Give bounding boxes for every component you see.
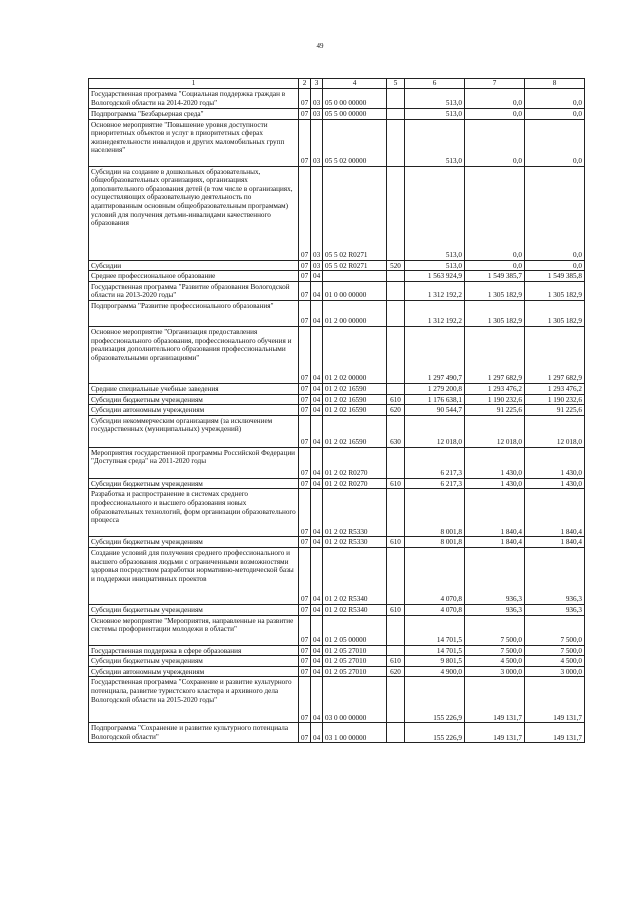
expense-type-code <box>387 615 405 645</box>
table-row <box>89 166 585 260</box>
amount-year-3: 4 500,0 <box>525 656 585 667</box>
subsection-code: 04 <box>311 281 323 300</box>
row-name: Государственная поддержка в сфере образования <box>89 645 299 656</box>
row-name: Подпрограмма "Сохранение и развитие культурного потенциала Вологодской области" <box>89 723 299 743</box>
table-row <box>89 326 585 383</box>
amount-year-2: 1 293 476,2 <box>465 383 525 394</box>
expense-type-code <box>387 166 405 260</box>
subsection-code: 04 <box>311 537 323 548</box>
amount-year-2: 149 131,7 <box>465 677 525 723</box>
table-row <box>89 723 585 743</box>
subsection-code: 03 <box>311 109 323 120</box>
section-code: 07 <box>299 394 311 405</box>
section-code: 07 <box>299 89 311 109</box>
table-row <box>89 537 585 548</box>
column-header: 5 <box>387 79 405 89</box>
target-article-code: 01 2 05 27010 <box>323 656 387 667</box>
amount-year-3: 91 225,6 <box>525 405 585 416</box>
table-row <box>89 547 585 604</box>
amount-year-2: 936,3 <box>465 547 525 604</box>
target-article-code: 01 2 02 16590 <box>323 405 387 416</box>
subsection-code: 04 <box>311 489 323 537</box>
subsection-code: 03 <box>311 260 323 271</box>
row-name: Основное мероприятие "Организация предоставления профессионального образования, профессионального обучения и реализация дополнительного образования профессиональными образовательными организациями" <box>89 326 299 383</box>
table-row <box>89 415 585 447</box>
subsection-code: 04 <box>311 415 323 447</box>
subsection-code: 04 <box>311 604 323 615</box>
amount-year-2: 12 018,0 <box>465 415 525 447</box>
amount-year-1: 513,0 <box>405 89 465 109</box>
amount-year-2: 7 500,0 <box>465 645 525 656</box>
expense-type-code: 620 <box>387 405 405 416</box>
row-name: Субсидии на создание в дошкольных образовательных, общеобразовательных организациях, организациях дополнительного образования детей (в том числе в организациях, осуществляющих образовательную деятельность по адаптированным основным общеобразовательным программам) условий для получения детьми-инвалидами качественного образования <box>89 166 299 260</box>
subsection-code: 04 <box>311 645 323 656</box>
amount-year-3: 12 018,0 <box>525 415 585 447</box>
target-article-code: 01 2 02 R5340 <box>323 547 387 604</box>
column-header: 4 <box>323 79 387 89</box>
row-name: Создание условий для получения среднего профессионального и высшего образования людьми с ограниченными возможностями здоровья посредством разработки нормативно-методической базы и поддержки инициативных проектов <box>89 547 299 604</box>
target-article-code: 05 5 02 R0271 <box>323 260 387 271</box>
amount-year-3: 936,3 <box>525 604 585 615</box>
amount-year-2: 7 500,0 <box>465 615 525 645</box>
table-row <box>89 383 585 394</box>
row-name: Разработка и распространение в системах среднего профессионального и высшего образования новых образовательных технологий, форм организации образовательного процесса <box>89 489 299 537</box>
amount-year-2: 149 131,7 <box>465 723 525 743</box>
column-header: 2 <box>299 79 311 89</box>
amount-year-1: 14 701,5 <box>405 645 465 656</box>
expense-type-code <box>387 645 405 656</box>
table-row <box>89 615 585 645</box>
row-name: Мероприятия государственной программы Российской Федерации "Доступная среда" на 2011-2020 годы <box>89 447 299 478</box>
row-name: Основное мероприятие "Мероприятия, направленные на развитие системы профориентации молодежи в области" <box>89 615 299 645</box>
target-article-code: 01 0 00 00000 <box>323 281 387 300</box>
amount-year-1: 4 070,8 <box>405 547 465 604</box>
section-code: 07 <box>299 166 311 260</box>
table-row <box>89 666 585 677</box>
target-article-code: 01 2 02 00000 <box>323 326 387 383</box>
row-name: Субсидии бюджетным учреждениям <box>89 656 299 667</box>
table-row <box>89 645 585 656</box>
amount-year-3: 1 840,4 <box>525 537 585 548</box>
expense-type-code <box>387 447 405 478</box>
section-code: 07 <box>299 604 311 615</box>
target-article-code: 03 1 00 00000 <box>323 723 387 743</box>
row-name: Субсидии бюджетным учреждениям <box>89 478 299 489</box>
section-code: 07 <box>299 447 311 478</box>
target-article-code: 05 0 00 00000 <box>323 89 387 109</box>
amount-year-1: 1 312 192,2 <box>405 300 465 326</box>
row-name: Подпрограмма "Безбарьерная среда" <box>89 109 299 120</box>
subsection-code: 03 <box>311 166 323 260</box>
row-name: Государственная программа "Сохранение и развитие культурного потенциала, развитие туристского кластера и архивного дела Вологодской области на 2015-2020 годы" <box>89 677 299 723</box>
section-code: 07 <box>299 326 311 383</box>
amount-year-2: 0,0 <box>465 109 525 120</box>
row-name: Субсидии бюджетным учреждениям <box>89 537 299 548</box>
row-name: Субсидии бюджетным учреждениям <box>89 394 299 405</box>
amount-year-3: 1 549 385,8 <box>525 271 585 282</box>
amount-year-1: 4 070,8 <box>405 604 465 615</box>
table-row <box>89 119 585 166</box>
page-number: 49 <box>316 42 324 50</box>
target-article-code: 01 2 05 27010 <box>323 645 387 656</box>
amount-year-1: 513,0 <box>405 260 465 271</box>
target-article-code: 01 2 02 16590 <box>323 415 387 447</box>
amount-year-3: 0,0 <box>525 89 585 109</box>
subsection-code: 04 <box>311 656 323 667</box>
expense-type-code <box>387 281 405 300</box>
amount-year-3: 7 500,0 <box>525 615 585 645</box>
row-name: Субсидии бюджетным учреждениям <box>89 604 299 615</box>
expense-type-code <box>387 271 405 282</box>
section-code: 07 <box>299 478 311 489</box>
expense-type-code <box>387 109 405 120</box>
amount-year-3: 1 840,4 <box>525 489 585 537</box>
subsection-code: 04 <box>311 300 323 326</box>
target-article-code: 05 5 02 R0271 <box>323 166 387 260</box>
amount-year-1: 513,0 <box>405 166 465 260</box>
expense-type-code <box>387 723 405 743</box>
expense-type-code: 610 <box>387 394 405 405</box>
section-code: 07 <box>299 260 311 271</box>
table-row <box>89 89 585 109</box>
section-code: 07 <box>299 489 311 537</box>
amount-year-1: 12 018,0 <box>405 415 465 447</box>
target-article-code: 05 5 02 00000 <box>323 119 387 166</box>
amount-year-1: 1 279 200,8 <box>405 383 465 394</box>
amount-year-1: 8 001,8 <box>405 489 465 537</box>
subsection-code: 04 <box>311 677 323 723</box>
subsection-code: 04 <box>311 271 323 282</box>
expense-type-code <box>387 326 405 383</box>
column-header: 3 <box>311 79 323 89</box>
amount-year-1: 6 217,3 <box>405 478 465 489</box>
amount-year-1: 90 544,7 <box>405 405 465 416</box>
section-code: 07 <box>299 656 311 667</box>
amount-year-3: 0,0 <box>525 166 585 260</box>
amount-year-3: 149 131,7 <box>525 723 585 743</box>
amount-year-1: 155 226,9 <box>405 677 465 723</box>
row-name: Государственная программа "Развитие образования Вологодской области на 2013-2020 годы" <box>89 281 299 300</box>
row-name: Государственная программа "Социальная поддержка граждан в Вологодской области на 2014-2020 годы" <box>89 89 299 109</box>
amount-year-2: 1 430,0 <box>465 447 525 478</box>
table-row <box>89 260 585 271</box>
table-row <box>89 109 585 120</box>
column-number-row <box>89 79 585 89</box>
amount-year-2: 0,0 <box>465 166 525 260</box>
column-header: 8 <box>525 79 585 89</box>
column-header: 1 <box>89 79 299 89</box>
row-name: Основное мероприятие "Повышение уровня доступности приоритетных объектов и услуг в приоритетных сферах жизнедеятельности инвалидов и других маломобильных групп населения" <box>89 119 299 166</box>
amount-year-1: 1 312 192,2 <box>405 281 465 300</box>
table-row <box>89 300 585 326</box>
section-code: 07 <box>299 547 311 604</box>
table-row <box>89 394 585 405</box>
amount-year-1: 8 001,8 <box>405 537 465 548</box>
table-row <box>89 677 585 723</box>
section-code: 07 <box>299 405 311 416</box>
target-article-code <box>323 271 387 282</box>
section-code: 07 <box>299 666 311 677</box>
amount-year-2: 0,0 <box>465 89 525 109</box>
amount-year-2: 91 225,6 <box>465 405 525 416</box>
expense-type-code: 620 <box>387 666 405 677</box>
subsection-code: 03 <box>311 89 323 109</box>
section-code: 07 <box>299 119 311 166</box>
section-code: 07 <box>299 109 311 120</box>
section-code: 07 <box>299 281 311 300</box>
table-row <box>89 604 585 615</box>
amount-year-2: 3 000,0 <box>465 666 525 677</box>
column-header: 6 <box>405 79 465 89</box>
amount-year-3: 936,3 <box>525 547 585 604</box>
subsection-code: 03 <box>311 119 323 166</box>
amount-year-2: 1 840,4 <box>465 537 525 548</box>
amount-year-3: 1 305 182,9 <box>525 281 585 300</box>
amount-year-2: 1 297 682,9 <box>465 326 525 383</box>
amount-year-2: 0,0 <box>465 119 525 166</box>
amount-year-2: 1 430,0 <box>465 478 525 489</box>
target-article-code: 01 2 02 R5330 <box>323 537 387 548</box>
amount-year-3: 0,0 <box>525 109 585 120</box>
row-name: Подпрограмма "Развитие профессионального образования" <box>89 300 299 326</box>
subsection-code: 04 <box>311 394 323 405</box>
amount-year-1: 14 701,5 <box>405 615 465 645</box>
table-row <box>89 478 585 489</box>
section-code: 07 <box>299 615 311 645</box>
amount-year-2: 0,0 <box>465 260 525 271</box>
amount-year-1: 513,0 <box>405 119 465 166</box>
amount-year-2: 1 305 182,9 <box>465 300 525 326</box>
amount-year-3: 0,0 <box>525 119 585 166</box>
subsection-code: 04 <box>311 547 323 604</box>
row-name: Среднее профессиональное образование <box>89 271 299 282</box>
amount-year-3: 1 305 182,9 <box>525 300 585 326</box>
target-article-code: 01 2 02 R0270 <box>323 447 387 478</box>
expense-type-code <box>387 119 405 166</box>
amount-year-2: 1 549 385,7 <box>465 271 525 282</box>
target-article-code: 01 2 05 27010 <box>323 666 387 677</box>
expense-type-code: 610 <box>387 537 405 548</box>
subsection-code: 04 <box>311 447 323 478</box>
expense-type-code <box>387 383 405 394</box>
target-article-code: 03 0 00 00000 <box>323 677 387 723</box>
amount-year-3: 1 430,0 <box>525 478 585 489</box>
amount-year-3: 7 500,0 <box>525 645 585 656</box>
expense-type-code <box>387 489 405 537</box>
expense-type-code: 520 <box>387 260 405 271</box>
table-row <box>89 656 585 667</box>
amount-year-2: 936,3 <box>465 604 525 615</box>
amount-year-1: 513,0 <box>405 109 465 120</box>
subsection-code: 04 <box>311 405 323 416</box>
target-article-code: 05 5 00 00000 <box>323 109 387 120</box>
table-row <box>89 405 585 416</box>
amount-year-3: 1 190 232,6 <box>525 394 585 405</box>
target-article-code: 01 2 00 00000 <box>323 300 387 326</box>
amount-year-3: 1 430,0 <box>525 447 585 478</box>
expense-type-code: 630 <box>387 415 405 447</box>
row-name: Субсидии некоммерческим организациям (за исключением государственных (муниципальных) учреждений) <box>89 415 299 447</box>
table-row <box>89 281 585 300</box>
section-code: 07 <box>299 300 311 326</box>
table-row <box>89 489 585 537</box>
amount-year-2: 4 500,0 <box>465 656 525 667</box>
row-name: Субсидии <box>89 260 299 271</box>
target-article-code: 01 2 02 R5330 <box>323 489 387 537</box>
amount-year-1: 1 297 490,7 <box>405 326 465 383</box>
section-code: 07 <box>299 383 311 394</box>
subsection-code: 04 <box>311 383 323 394</box>
amount-year-1: 1 176 638,1 <box>405 394 465 405</box>
amount-year-1: 9 801,5 <box>405 656 465 667</box>
amount-year-1: 155 226,9 <box>405 723 465 743</box>
section-code: 07 <box>299 537 311 548</box>
section-code: 07 <box>299 723 311 743</box>
table-row <box>89 271 585 282</box>
target-article-code: 01 2 05 00000 <box>323 615 387 645</box>
target-article-code: 01 2 02 16590 <box>323 394 387 405</box>
amount-year-3: 3 000,0 <box>525 666 585 677</box>
target-article-code: 01 2 02 R5340 <box>323 604 387 615</box>
amount-year-3: 1 297 682,9 <box>525 326 585 383</box>
section-code: 07 <box>299 415 311 447</box>
row-name: Субсидии автономным учреждениям <box>89 405 299 416</box>
section-code: 07 <box>299 271 311 282</box>
table-row <box>89 447 585 478</box>
expense-type-code <box>387 677 405 723</box>
amount-year-3: 149 131,7 <box>525 677 585 723</box>
amount-year-2: 1 840,4 <box>465 489 525 537</box>
amount-year-1: 6 217,3 <box>405 447 465 478</box>
column-header: 7 <box>465 79 525 89</box>
target-article-code: 01 2 02 16590 <box>323 383 387 394</box>
expense-type-code <box>387 300 405 326</box>
subsection-code: 04 <box>311 615 323 645</box>
section-code: 07 <box>299 677 311 723</box>
expense-type-code: 610 <box>387 656 405 667</box>
expense-type-code: 610 <box>387 604 405 615</box>
subsection-code: 04 <box>311 723 323 743</box>
budget-table <box>88 78 585 743</box>
amount-year-2: 1 190 232,6 <box>465 394 525 405</box>
subsection-code: 04 <box>311 478 323 489</box>
amount-year-1: 4 900,0 <box>405 666 465 677</box>
expense-type-code <box>387 547 405 604</box>
amount-year-3: 0,0 <box>525 260 585 271</box>
amount-year-1: 1 563 924,9 <box>405 271 465 282</box>
subsection-code: 04 <box>311 326 323 383</box>
expense-type-code <box>387 89 405 109</box>
expense-type-code: 610 <box>387 478 405 489</box>
subsection-code: 04 <box>311 666 323 677</box>
row-name: Субсидии автономным учреждениям <box>89 666 299 677</box>
section-code: 07 <box>299 645 311 656</box>
amount-year-2: 1 305 182,9 <box>465 281 525 300</box>
target-article-code: 01 2 02 R0270 <box>323 478 387 489</box>
row-name: Средние специальные учебные заведения <box>89 383 299 394</box>
amount-year-3: 1 293 476,2 <box>525 383 585 394</box>
